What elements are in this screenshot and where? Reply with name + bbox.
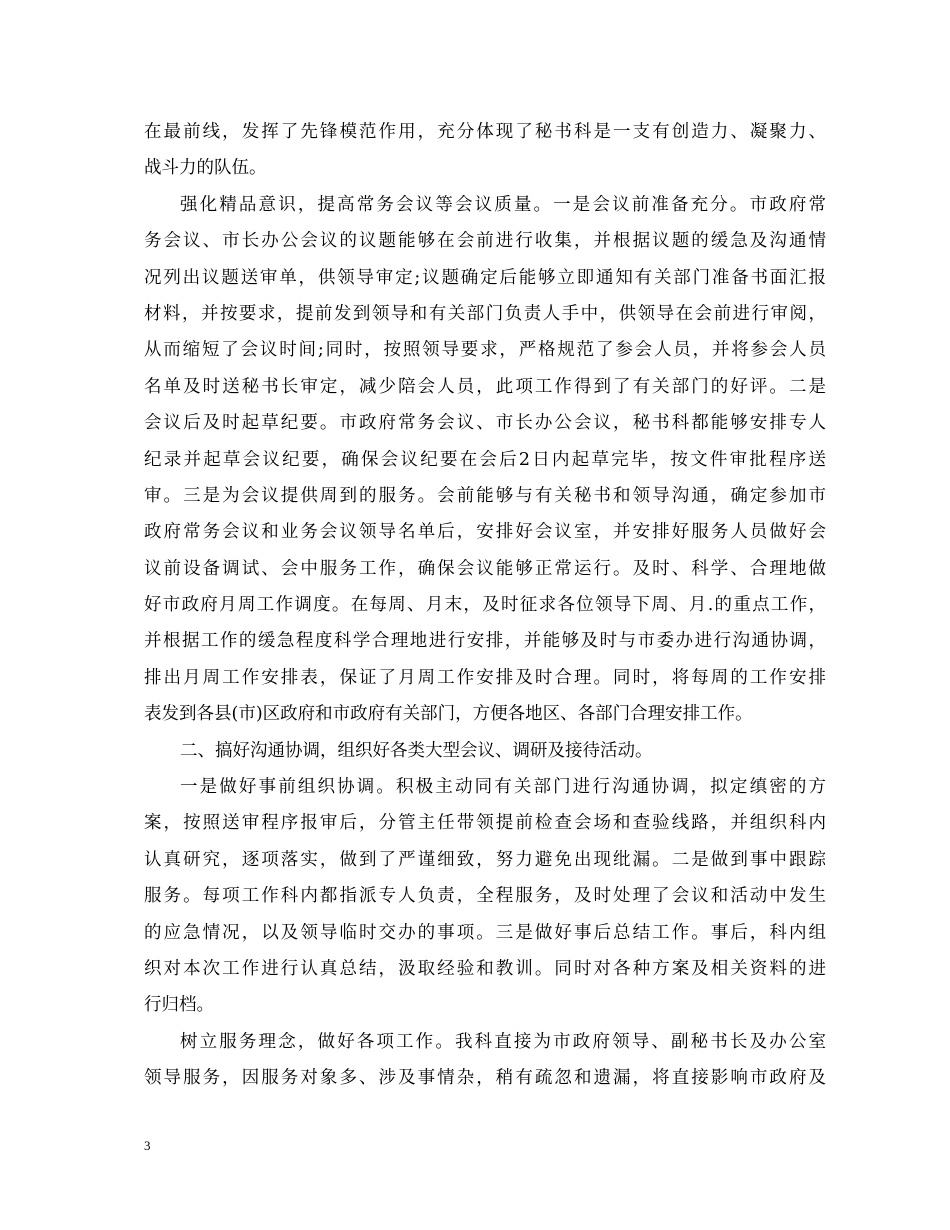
text-line: 务会议、市长办公会议的议题能够在会前进行收集，并根据议题的缓急及沟通情 bbox=[144, 231, 826, 252]
text-line: 领导服务，因服务对象多、涉及事情杂，稍有疏忽和遗漏，将直接影响市政府及 bbox=[144, 1068, 826, 1089]
text-line: 排出月周工作安排表，保证了月周工作安排及时合理。同时，将每周的工作安排 bbox=[144, 667, 826, 688]
document-body bbox=[144, 114, 826, 1097]
text-line: 行归档。 bbox=[144, 995, 214, 1016]
text-line: 认真研究，逐项落实，做到了严谨细致，努力避免出现纰漏。二是做到事中跟踪 bbox=[144, 849, 826, 870]
text-line: 织对本次工作进行认真总结，汲取经验和教训。同时对各种方案及相关资料的进 bbox=[144, 958, 826, 979]
text-line: 审。三是为会议提供周到的服务。会前能够与有关秘书和领导沟通，确定参加市 bbox=[144, 485, 826, 506]
text-line: 战斗力的队伍。 bbox=[144, 158, 267, 179]
text-line: 服务。每项工作科内都指派专人负责，全程服务，及时处理了会议和活动中发生 bbox=[144, 886, 826, 907]
text-line: 材料，并按要求，提前发到领导和有关部门负责人手中，供领导在会前进行审阅， bbox=[144, 303, 826, 324]
text-line: 表发到各县(市)区政府和市政府有关部门，方便各地区、各部门合理安排工作。 bbox=[144, 704, 753, 725]
text-line: 并根据工作的缓急程度科学合理地进行安排，并能够及时与市委办进行沟通协调， bbox=[144, 631, 826, 652]
text-line: 政府常务会议和业务会议领导名单后，安排好会议室，并安排好服务人员做好会 bbox=[144, 522, 826, 543]
text-line: 的应急情况，以及领导临时交办的事项。三是做好事后总结工作。事后，科内组 bbox=[144, 922, 826, 943]
text-line: 好市政府月周工作调度。在每周、月末，及时征求各位领导下周、月.的重点工作， bbox=[144, 595, 826, 616]
text-line: 一是做好事前组织协调。积极主动同有关部门进行沟通协调，拟定缜密的方 bbox=[180, 777, 826, 798]
text-line: 议前设备调试、会中服务工作，确保会议能够正常运行。及时、科学、合理地做 bbox=[144, 558, 826, 579]
text-line: 强化精品意识，提高常务会议等会议质量。一是会议前准备充分。市政府常 bbox=[180, 194, 826, 215]
text-line: 树立服务理念，做好各项工作。我科直接为市政府领导、副秘书长及办公室 bbox=[180, 1031, 826, 1052]
text-line: 案，按照送审程序报审后，分管主任带领提前检查会场和查验线路，并组织科内 bbox=[144, 813, 826, 834]
page-number: 3 bbox=[144, 1138, 151, 1153]
text-line: 从而缩短了会议时间;同时，按照领导要求，严格规范了参会人员，并将参会人员 bbox=[144, 340, 826, 361]
text-line: 二、搞好沟通协调，组织好各类大型会议、调研及接待活动。 bbox=[180, 740, 653, 761]
text-line: 名单及时送秘书长审定，减少陪会人员，此项工作得到了有关部门的好评。二是 bbox=[144, 376, 826, 397]
text-line: 在最前线，发挥了先锋模范作用，充分体现了秘书科是一支有创造力、凝聚力、 bbox=[144, 122, 826, 142]
text-line: 况列出议题送审单，供领导审定;议题确定后能够立即通知有关部门准备书面汇报 bbox=[144, 267, 826, 288]
text-line: 纪录并起草会议纪要，确保会议纪要在会后2日内起草完毕，按文件审批程序送 bbox=[144, 449, 826, 470]
text-line: 会议后及时起草纪要。市政府常务会议、市长办公会议，秘书科都能够安排专人 bbox=[144, 413, 826, 434]
